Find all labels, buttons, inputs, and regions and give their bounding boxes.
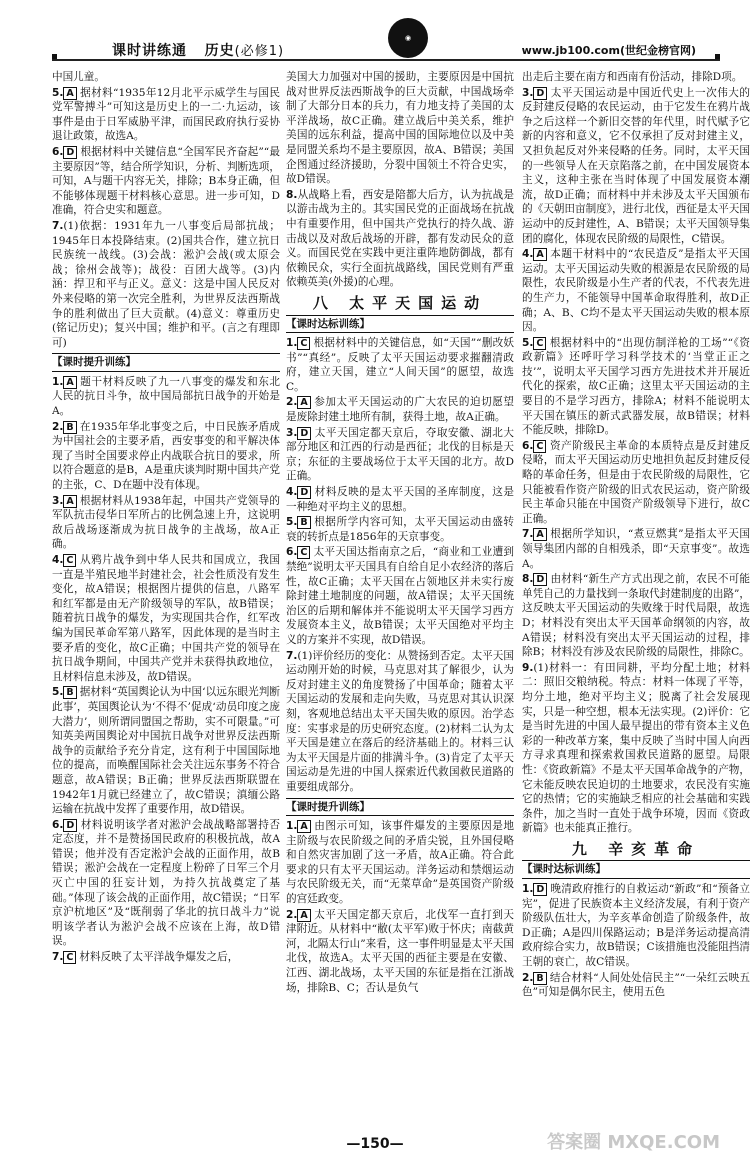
answer-item — [286, 336, 514, 394]
answer-number: 4. — [522, 248, 534, 261]
answer-number: 1. — [52, 375, 64, 388]
answer-item — [286, 515, 514, 544]
book-series-title: 课时讲练通 — [112, 43, 187, 59]
answer-text: 从鸦片战争到中华人民共和国成立，我国一直是半殖民地半封建社会，社会性质没有发生变化，故A错误；根据图片提供的信息，八路军和红军都是由无产阶级领导的军队，故B错误；随着抗日战争的爆发，为实现国共合作，红军改编为国民革命军第八路军，因此体现的是当时主要矛盾的变化，故C正确；中国共产党的领导在抗日战争期间，中国共产党并未获得执政地位，且材料信息未涉及，故D错误。 — [52, 554, 280, 683]
answer-text: 在1935年华北事变之后，中日民族矛盾成为中国社会的主要矛盾，西安事变的和平解决体现了当时全国要求停止内战联合抗日的要求，所以符合题意的是B，A是重庆谈判时期中国共产党的主张，C、D在题中没有体现。 — [52, 420, 280, 492]
answer-text: 题干材料反映了九一八事变的爆发和东北人民的抗日斗争，故中国局部抗日战争的开始是A。 — [52, 375, 280, 418]
answer-item — [286, 395, 514, 424]
answer-choice-badge: C — [297, 337, 310, 350]
answer-number: 3. — [286, 426, 298, 439]
answer-number: 5. — [52, 86, 64, 99]
website-label: www.jb100.com(世纪金榜官网) — [521, 44, 696, 57]
answer-text: 太平天国达指南京之后，“商业和工业遭到禁绝”说明太平天国具有自给自足小农经济的落后性，故C正确；太平天国在占领地区并未实行废除封建土地制度的问题，故A错误；太平天国统治区的后期和解体并不能说明太平天国学习西方发展资本主义，故B错误；太平天国绝对平均主义的方案并不实现，故D错误。 — [286, 546, 514, 646]
answer-text: 太平天国定都天京后，夺取安徽、湖北大部分地区和江西的行动是西征；北伐的目标是天京；东征的主要战场位于太平天国的北方。故D正确。 — [286, 426, 514, 483]
text-column-3 — [522, 70, 750, 1120]
text-column-1 — [52, 70, 280, 1120]
answer-item — [52, 375, 280, 419]
answer-item — [522, 336, 750, 438]
page-number: —150— — [346, 1136, 404, 1152]
header-rule — [52, 59, 720, 61]
answer-item — [522, 661, 750, 836]
answer-number: 1. — [286, 337, 298, 350]
answer-text: 根据材料从1938年起，中国共产党领导的军队抗击侵华日军所占的比例急速上升，这说明敌后战场逐渐成为抗日战争的主战场，故A正确。 — [52, 494, 280, 551]
answer-item — [522, 527, 750, 571]
answer-text: 根据材料中的“出现仿制洋枪的工场”“《资政新篇》还呼吁学习科学技术的‘当堂正正之技’”，说明太平天国学习西方先进技术并开展近代化的探索，故C正确；这里太平天国运动的主要目的不是学习西方，排除A；材料不能说明太平天国在镇压的新式武器发展，故B错误；材料不能反映，排除D。 — [522, 336, 750, 437]
answer-choice-badge: A — [297, 909, 310, 922]
answer-choice-badge: C — [533, 337, 546, 350]
answer-number: 2. — [52, 420, 64, 433]
answer-number: 6. — [286, 546, 298, 559]
answer-number: 1. — [522, 883, 534, 896]
answer-choice-badge: D — [533, 87, 547, 100]
answer-text: 太平天国运动是中国近代史上一次伟大的反封建反侵略的农民运动，由于它发生在鸦片战争之后这样一个新旧交替的年代里，时代赋予它新的内容和意义，它不仅承担了反对封建主义，又担负起反对外来侵略的任务。同时，太平天国的一些领导人在天京陷落之前，在中国发展资本主义，这种主张在当时体现了中国发展资本潮流，故D正确；而材料中并未涉及太平天国颁布的《天朝田亩制度》，进行北伐，西征是太平天国运动中的反封建性，A、B错误；太平天国领导集团的腐化，体现农民阶级的局限性，C错误。 — [522, 86, 750, 245]
answer-text: 据材料“英国舆论认为中国‘以远东眼光判断此事’，英国舆论认为‘不得不’促成‘动员印度之庞大潜力’，则所谓同盟国之帮助，实不可限量。”可知英美两国舆论对中国抗日战争对世界反法西斯战争的贡献给予充分肯定，这有利于中国国际地位的提高，而唤醒国际社会关注远东事务不符合题意，故A错误；B正确；世界反法西斯联盟在1942年1月就已经建立了，故C错误；滇缅公路运输在抗战中发挥了重要作用，故D错误。 — [52, 686, 280, 816]
answer-item — [286, 188, 514, 290]
answer-choice-badge: A — [63, 87, 76, 100]
answer-choice-badge: B — [63, 686, 76, 699]
answer-text: 结合材料“人间处处信民主”“一朵红云映五色”可知是偶尔民主，使用五色 — [522, 971, 750, 999]
answer-choice-badge: A — [297, 396, 310, 409]
answer-item — [286, 649, 514, 795]
answer-choice-badge: C — [533, 440, 546, 453]
subsection-label: 【课时提升训练】 — [286, 798, 514, 817]
answer-choice-badge: D — [297, 427, 311, 440]
answer-item — [52, 818, 280, 949]
answer-choice-badge: C — [297, 546, 310, 559]
answer-number: 4. — [52, 554, 64, 566]
answer-text: 材料反映的是太平天国的圣库制度，这是一种绝对平均主义的思想。 — [286, 486, 514, 513]
answer-choice-badge: B — [533, 972, 546, 985]
answer-text: 据材料“1935年12月北平示威学生与国民党军警搏斗”可知这是历史上的一二·九运动，该事件是由于日军威胁平津，而国民政府执行妥协退让政策，故选A。 — [52, 86, 280, 143]
watermark-logo: 答案圈 MXQE.COM — [547, 1132, 720, 1153]
answer-choice-badge: D — [533, 883, 547, 896]
answer-item — [52, 420, 280, 493]
answer-number: 2. — [522, 971, 534, 984]
subsection-label: 【课时达标训练】 — [286, 315, 514, 334]
answer-item — [522, 572, 750, 660]
answer-text: 根据所学知识，“煮豆燃萁”是指太平天国领导集团内部的自相残杀，即“天京事变”。故选A。 — [522, 528, 750, 570]
answer-choice-badge: A — [63, 376, 76, 389]
answer-text: (1)材料一：有田同耕，平均分配土地；材料二：照旧交粮纳税。特点：材料一体现了平等，均分土地，绝对平均主义；脱离了社会发展现实，只是一种空想，根本无法实现。(2)评价：它是当时先进的中国人最早提出的带有资本主义色彩的一种改革方案，集中反映了当时中国人向西方寻求真理和探索救国救民道路的愿望。局限性：《资政新篇》不是太平天国革命战争的产物，它未能反映农民迫切的土地要求，农民没有实施它的热情；它的实施缺乏相应的社会基础和实践条件，加之当时一直处于战争环境，因而《资政新篇》也未能真正推行。 — [522, 661, 750, 835]
answer-item — [522, 439, 750, 527]
answer-text: 从战略上看，西安是陪都大后方，认为抗战是以游击战为主的。其实国民党的正面战场在抗战中有重要作用，但中国共产党执行的持久战、游击战以及对敌后战场的开辟，都有发动民众的意义。而国民党在实践中更注重阵地防御战，都有依赖民众，实行全面抗战路线，国民党则有严重依赖英美(外援)的心理。 — [286, 188, 514, 289]
text-column-2 — [286, 70, 514, 1120]
answer-item — [286, 545, 514, 647]
answer-choice-badge: D — [63, 146, 77, 159]
book-title — [112, 40, 284, 60]
answer-choice-badge: C — [63, 951, 76, 964]
subsection-label: 【课时达标训练】 — [522, 860, 750, 879]
answer-item — [286, 819, 514, 907]
answer-choice-badge: A — [533, 248, 546, 261]
answer-text: (1)评价经历的变化：从赞扬到否定。太平天国运动刚开始的时候，马克思对其了解很少，认为反对封建主义的角度赞扬了中国革命；随着太平天国运动的发展和走向失败，马克思对其认识深刻，客观地总结出太平天国失败的原因。治学态度：实事求是的历史研究态度。(2)材料二认为太平天国是建立在落后的经济基础上的。材料三认为太平天国是片面的排满斗争。(3)肯定了太平天国运动是先进的中国人探索近代救国救民道路的重要组成部分。 — [286, 649, 514, 793]
answer-number: 3. — [52, 494, 64, 507]
answer-text: 材料反映了太平洋战争爆发之后， — [79, 951, 239, 964]
paragraph: 美国大力加强对中国的援助，主要原因是中国抗战对世界反法西斯战争的巨大贡献，中国战场牵制了大部分日本的兵力，有力地支持了美国的太平洋战场，故C正确。建立战后中美关系，维护美国的远东利益，提高中国的国际地位以及中美是同盟关系均不是主要原因，故A、B错误；美国企图通过经济援助，分裂中国领土不符合史实，故D错误。 — [286, 71, 514, 186]
answer-text: 根据材料中的关键信息，如“天国”“删改妖书”“真经”。反映了太平天国运动要求摧翻清政府，建立天国，建立“人间天国”的愿望，故选C。 — [286, 337, 514, 393]
answer-choice-badge: B — [63, 421, 76, 434]
answer-number: 7. — [52, 951, 64, 964]
answer-text: 太平天国定都天京后，北伐军一直打到天津附近。从材料中“敝(太平军)败于怀庆；南截黄河，北隔太行山”来看，这一事件明显是太平天国北伐，故选A。太平天国的西征主要是在安徽、江西、湖北战场，太平天国的东征是指在江浙战场，排除B、C；否认是负气 — [286, 908, 514, 994]
publisher-logo-icon: ◉ — [388, 18, 428, 58]
answer-item — [52, 219, 280, 350]
answer-number: 8. — [522, 573, 534, 586]
answer-text: 本题干材料中的“农民造反”是指太平天国运动。太平天国运动失败的根源是农民阶级的局限性，农民阶级是小生产者的代表，不代表先进的生产力，不能领导中国革命取得胜利，故D正确；A、B、C均不是太平天国运动失败的根本原因。 — [522, 248, 750, 334]
section-heading: 八 太平天国运动 — [312, 293, 488, 312]
answer-number: 7. — [522, 528, 534, 541]
answer-item — [286, 485, 514, 514]
subject-title: 历史 — [204, 43, 235, 59]
answer-item — [522, 882, 750, 970]
answer-text: 根据所学内容可知，太平天国运动由盛转衰的转折点是1856年的天京事变。 — [286, 516, 514, 543]
answer-number: 2. — [286, 396, 298, 409]
answer-number: 7. — [52, 219, 64, 232]
answer-item — [522, 971, 750, 1000]
answer-item — [286, 908, 514, 996]
answer-item — [52, 950, 280, 965]
volume-label: (必修1) — [234, 44, 285, 59]
answer-item — [286, 426, 514, 484]
answer-number: 5. — [286, 516, 298, 529]
answer-item — [522, 247, 750, 335]
subsection-label: 【课时提升训练】 — [52, 353, 280, 372]
answer-item — [52, 145, 280, 218]
answer-item — [52, 685, 280, 816]
answer-number: 7. — [286, 649, 298, 662]
answer-number: 1. — [286, 820, 298, 833]
paragraph: 中国儿童。 — [52, 71, 105, 83]
answer-text: (1)依据：1931年九一八事变后局部抗战；1945年日本投降结束。(2)国共合作，建立抗日民族统一战线。(3)会战：淞沪会战(或太原会战；徐州会战等)；战役：百团大战等。(3)内涵：捍卫和平与正义。意义：这是中国人民反对外来侵略的第一次完全胜利，为世界反法西斯战争的胜利做出了巨大贡献。(4)意义：尊重历史(铭记历史)；复兴中国；维护和平。(言之有理即可) — [52, 219, 280, 349]
answer-text: 由图示可知，该事件爆发的主要原因是地主阶级与农民阶级之间的矛盾尖锐，且外国侵略和自然灾害加剧了这一矛盾，故A正确。符合此要求的只有太平天国运动。洋务运动和禁烟运动与农民阶级无关，而“无菜草命”是英国资产阶级的宫廷政变。 — [286, 820, 514, 906]
answer-number: 8. — [286, 188, 298, 201]
answer-item — [52, 86, 280, 144]
answer-number: 6. — [52, 818, 64, 831]
answer-choice-badge: A — [63, 495, 76, 508]
answer-item — [52, 553, 280, 684]
paragraph: 出走后主要在南方和西南有份活动，排除D项。 — [522, 71, 743, 83]
page-header — [52, 18, 720, 62]
answer-number: 3. — [522, 86, 534, 99]
answer-choice-badge: A — [533, 528, 546, 541]
answer-text: 根据材料中关键信息“全国军民齐奋起”“最主要原因”等，结合所学知识，分析、判断选项，可知，A与题干内容无关，排除；B本身正确，但不能够体现题干材料核心意思。进一步可知，D准确，符合史实和题意。 — [52, 145, 280, 217]
answer-text: 材料说明该学者对淞沪会战战略部署持否定态度，并不是赞扬国民政府的积极抗战，故A错误；他并没有否定淞沪会战的正面作用，故B错误；淞沪会战在一定程度上粉碎了日军三个月灭亡中国的狂妄计划，为持久抗战奠定了基础。”体现了该会战的正面作用，故C错误；“日军京沪杭地区”及“既削弱了华北的抗日战斗力”说明该学者认为淞沪会战不应该在上海，故D错误。 — [52, 818, 280, 948]
section-heading: 九 辛亥革命 — [571, 839, 701, 858]
answer-number: 4. — [286, 486, 298, 499]
answer-number: 5. — [52, 686, 64, 699]
answer-text: 由材料“新生产方式出现之前，农民不可能单凭自己的力量找到一条取代封建制度的出路”，这反映太平天国运动的失败缘于时代局限，故选D；材料没有突出太平天国革命纲领的内容，故A错误；材料没有突出太平天国运动的过程，排除B；材料没有涉及农民阶级的局限性，排除C。 — [522, 573, 750, 659]
answer-text: 资产阶级民主革命的本质特点是反封建反侵略，而太平天国运动历史地担负起反封建反侵略的革命任务，但是由于农民阶级的局限性，它只能被看作资产阶级的旧式农民运动，资产阶级民主革命只能在中国资产阶级领导下进行，故C正确。 — [522, 439, 750, 525]
answer-number: 9. — [522, 661, 534, 674]
answer-choice-badge: B — [297, 516, 310, 529]
answer-choice-badge: A — [297, 820, 310, 833]
answer-number: 6. — [52, 145, 64, 158]
answer-choice-badge: D — [533, 573, 547, 586]
answer-item — [52, 494, 280, 552]
answer-text: 晚清政府推行的自救运动“新政”和“预备立宪”，促进了民族资本主义经济发展，有利于资产阶级队伍壮大，为辛亥革命创造了阶级条件，故D正确；A是四川保路运动；B是洋务运动提高清政府综合实力，故B错误；C该措施也没能阻挡清王朝的衰亡，故C错误。 — [522, 883, 750, 969]
answer-choice-badge: D — [63, 819, 77, 832]
answer-text: 参加太平天国运动的广大农民的迫切愿望是废除封建土地所有制，获得土地，故A正确。 — [286, 396, 514, 424]
answer-number: 6. — [522, 439, 534, 452]
answer-number: 2. — [286, 908, 298, 921]
answer-item — [522, 86, 750, 247]
answer-choice-badge: D — [297, 486, 311, 499]
answer-number: 5. — [522, 336, 534, 349]
answer-choice-badge: C — [63, 554, 76, 567]
